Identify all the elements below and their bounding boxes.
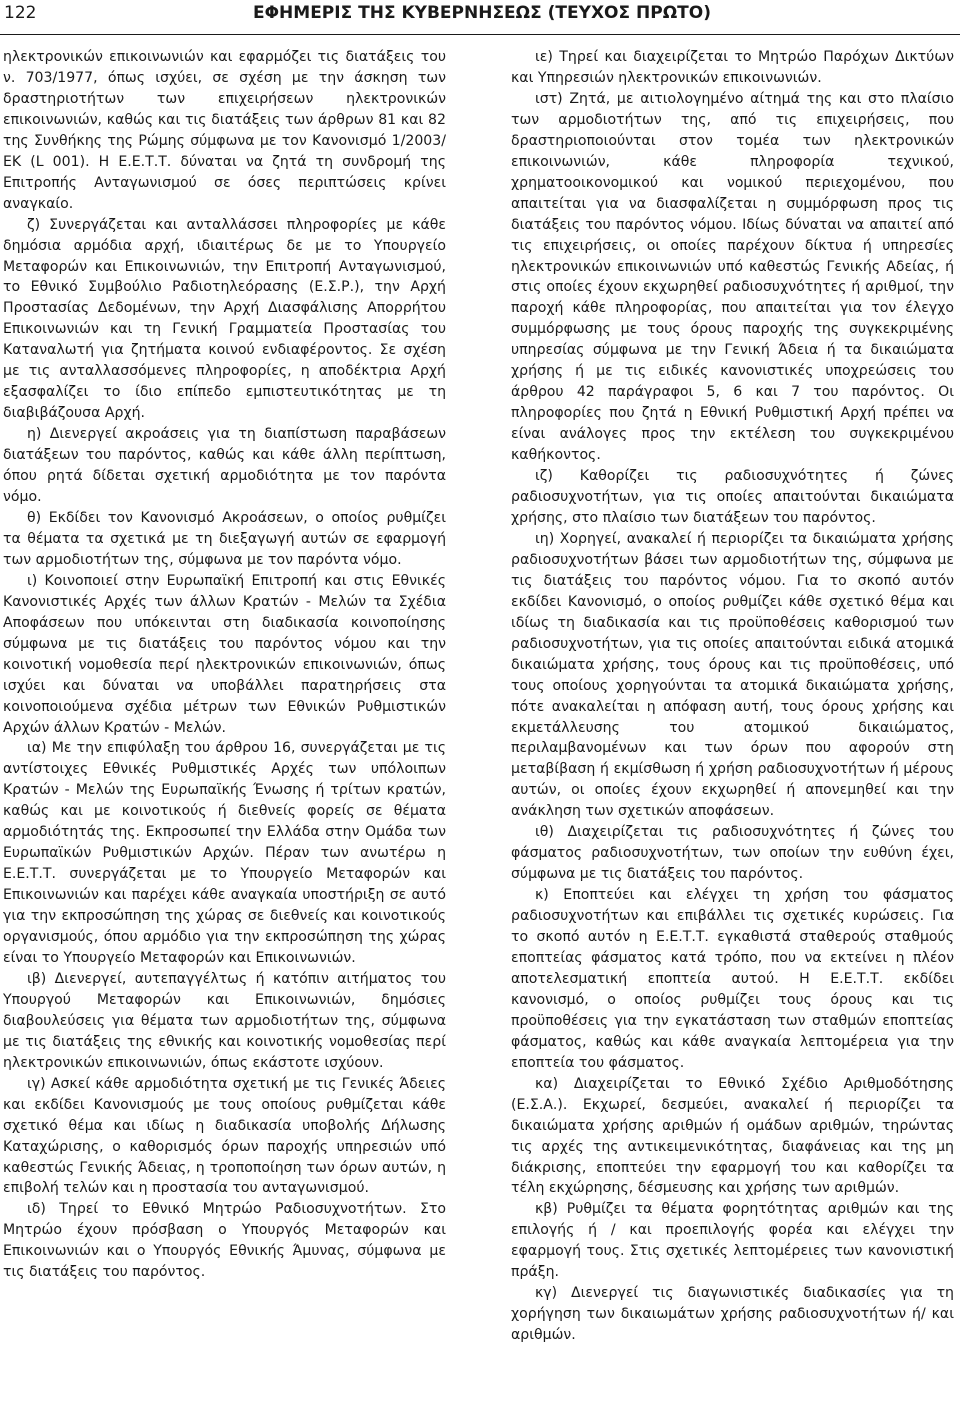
paragraph: ιε) Τηρεί και διαχειρίζεται το Μητρώο Παρόχων Δικτύων και Υπηρεσιών ηλεκτρονικών επικοινωνιών. — [511, 49, 954, 86]
paragraph: ια) Με την επιφύλαξη του άρθρου 16, συνεργάζεται με τις αντίστοιχες Εθνικές Ρυθμιστικές Αρχές των υπόλοιπων Κρατών - Μελών της Ευρωπαϊκής Ένωσης ή τρίτων κρατών, καθώς και με κοινοτικούς ή διεθνείς φορείς σε θέματα αρμοδιότητάς της. Εκπροσωπεί την Ελλάδα στην Ομάδα των Ευρωπαϊκών Ρυθμιστικών Αρχών. Πέραν των ανωτέρω η Ε.Ε.Τ.Τ. συνεργάζεται με το Υπουργείο Μεταφορών και Επικοινωνιών και παρέχει κάθε αναγκαία υποστήριξη σε αυτό για την εκπροσώπηση της χώρας σε διεθνείς και κοινοτικούς οργανισμούς, όπου αρμόδιο για την εκπροσώπηση της χώρας είναι το Υπουργείο Μεταφορών και Επικοινωνιών. — [3, 740, 446, 966]
paragraph: ιη) Χορηγεί, ανακαλεί ή περιορίζει τα δικαιώματα χρήσης ραδιοσυχνοτήτων βάσει των αρμοδιοτήτων της, σύμφωνα με τις διατάξεις του παρόντος νόμου. Για το σκοπό αυτόν εκδίδει Κανονισμό, ο οποίος ρυθμίζει κάθε σχετικό θέμα και ιδίως τη διαδικασία και τις προϋποθέσεις καθορισμού των ραδιοσυχνοτήτων, για τις οποίες απαιτούνται ειδικά ατομικά δικαιώματα χρήσης, τους όρους και τις προϋποθέσεις, υπό τους οποίους χορηγούνται τα ατομικά δικαιώματα χρήσης, πότε ανακαλείται η απόφαση αυτή, τους όρους χρήσης και εκμετάλλευσης του ατομικού δικαιώματος, περιλαμβανομένων και των όρων που αφορούν στη μεταβίβαση ή εκμίσθωση ή χρήση ραδιοσυχνοτήτων ή μέρους αυτών, οι οποίες έχουν εκχωρηθεί ή απονεμηθεί και την ανάκληση των σχετικών αποφάσεων. — [511, 530, 954, 820]
paragraph: ι) Κοινοποιεί στην Ευρωπαϊκή Επιτροπή και στις Εθνικές Κανονιστικές Αρχές των άλλων Κρατών - Μελών τα Σχέδια Αποφάσεων που υπόκεινται στη διαδικασία κοινοποίησης σύμφωνα με τις διατάξεις του παρόντος νόμου και την κοινοτική νομοθεσία περί ηλεκτρονικών επικοινωνιών, όπως ισχύει και δύναται να υποβάλλει παρατηρήσεις στα κοινοποιούμενα σχέδια μέτρων των Εθνικών Ρυθμιστικών Αρχών άλλων Κρατών - Μελών. — [3, 572, 446, 736]
paragraph: θ) Εκδίδει τον Κανονισμό Ακροάσεων, ο οποίος ρυθμίζει τα θέματα τα σχετικά με τη διεξαγωγή αυτών σε εφαρμογή των αρμοδιοτήτων της, σύμφωνα με τον παρόντα νόμο. — [3, 509, 446, 568]
paragraph: ιγ) Ασκεί κάθε αρμοδιότητα σχετική με τις Γενικές Άδειες και εκδίδει Κανονισμούς με τους οποίους ρυθμίζεται κάθε σχετικό θέμα και ιδίως η διαδικασία υποβολής Δήλωσης Καταχώρισης, ο καθορισμός όρων παροχής υπηρεσιών υπό καθεστώς Γενικής Άδειας, η τροποποίηση των όρων αυτών, η επιβολή τελών και η προστασία του ανταγωνισμού. — [3, 1075, 446, 1197]
paragraph: κα) Διαχειρίζεται το Εθνικό Σχέδιο Αριθμοδότησης (Ε.Σ.Α.). Εκχωρεί, δεσμεύει, ανακαλεί ή περιορίζει τα δικαιώματα χρήσης αριθμών ή ομάδων αριθμών, τηρώντας τις αρχές της αντικειμενικότητας, διαφάνειας και της μη διάκρισης, εποπτεύει την εφαρμογή του και καθορίζει τα τέλη εκχώρησης, δέσμευσης και χρήσης των αριθμών. — [511, 1075, 954, 1197]
paragraph: κβ) Ρυθμίζει τα θέματα φορητότητας αριθμών και της επιλογής ή / και προεπιλογής φορέα και ελέγχει την εφαρμογή τους. Στις σχετικές λεπτομέρειες των κανονιστική πράξη. — [511, 1201, 954, 1281]
paragraph: η) Διενεργεί ακροάσεις για τη διαπίστωση παραβάσεων διατάξεων του παρόντος, καθώς και κάθε άλλη περίπτωση, όπου ρητά δίδεται σχετική αρμοδιότητα με τον παρόντα νόμο. — [3, 426, 446, 506]
left-column — [3, 47, 446, 1283]
right-column — [511, 47, 954, 1346]
paragraph: ιστ) Ζητά, με αιτιολογημένο αίτημά της και στο πλαίσιο των αρμοδιοτήτων της, από τις επιχειρήσεις, που δραστηριοποιούνται στον τομέα των ηλεκτρονικών επικοινωνιών, κάθε πληροφορία τεχνικού, χρηματοοικονομικού και νομικού περιεχομένου, που απαιτείται για να διασφαλίζεται η συμμόρφωση προς τις διατάξεις του παρόντος νόμου. Ιδίως δύναται να απαιτεί από τις επιχειρήσεις, οι οποίες παρέχουν δίκτυα ή υπηρεσίες ηλεκτρονικών επικοινωνιών υπό καθεστώς Γενικής Αδείας, ή στις οποίες έχουν εκχωρηθεί ραδιοσυχνότητες ή αριθμοί, την παροχή κάθε πληροφορίας, που απαιτείται για τον έλεγχο συμμόρφωσης με τους όρους παροχής της συγκεκριμένης υπηρεσίας σύμφωνα με την Γενική Άδεια ή τα δικαιώματα χρήσης ή με τις ειδικές κανονιστικές υποχρεώσεις του άρθρου 42 παράγραφοι 5, 6 και 7 του παρόντος. Οι πληροφορίες που ζητά η Εθνική Ρυθμιστική Αρχή πρέπει να είναι ανάλογες προς την εκτέλεση του συγκεκριμένου καθήκοντος. — [511, 90, 954, 464]
paragraph: ιζ) Καθορίζει τις ραδιοσυχνότητες ή ζώνες ραδιοσυχνοτήτων, για τις οποίες απαιτούνται δικαιώματα χρήσης, στο πλαίσιο των διατάξεων του παρόντος. — [511, 468, 954, 526]
page-header — [0, 0, 960, 35]
paragraph: ιθ) Διαχειρίζεται τις ραδιοσυχνότητες ή ζώνες του φάσματος ραδιοσυχνοτήτων, των οποίων την ευθύνη έχει, σύμφωνα με τις διατάξεις του παρόντος. — [511, 824, 954, 883]
paragraph: κ) Εποπτεύει και ελέγχει τη χρήση του φάσματος ραδιοσυχνοτήτων και επιβάλλει τις σχετικές κυρώσεις. Για το σκοπό αυτόν η Ε.Ε.Τ.Τ. εγκαθιστά σταθερούς σταθμούς εποπτείας φάσματος κατά τρόπο, που να εκτείνει η πλέον αποτελεσματική εποπτεία αυτού. Η Ε.Ε.Τ.Τ. εκδίδει κανονισμό, ο οποίος ρυθμίζει τους όρους και τις προϋποθέσεις για την εγκατάσταση των σταθμών εποπτείας φάσματος, καθώς και κάθε αναγκαία λεπτομέρεια για την εποπτεία του φάσματος. — [511, 887, 954, 1071]
paragraph: ηλεκτρονικών επικοινωνιών και εφαρμόζει τις διατάξεις του ν. 703/1977, όπως ισχύει, σε σχέση με την άσκηση των δραστηριοτήτων των επιχειρήσεων ηλεκτρονικών επικοινωνιών, καθώς και τις διατάξεις των άρθρων 81 και 82 της Συνθήκης της Ρώμης σύμφωνα με τον Κανονισμό 1/2003/ΕΚ (L 001). Η Ε.Ε.Τ.Τ. δύναται να ζητά τη συνδρομή της Επιτροπής Ανταγωνισμού σε όσες περιπτώσεις κρίνει αναγκαίο. — [3, 49, 446, 212]
publication-title: ΕΦΗΜΕΡΙΣ ΤΗΣ ΚΥΒΕΡΝΗΣΕΩΣ (ΤΕΥΧΟΣ ΠΡΩΤΟ) — [252, 3, 711, 23]
paragraph: κγ) Διενεργεί τις διαγωνιστικές διαδικασίες για τη χορήγηση των δικαιωμάτων χρήσης ραδιοσυχνοτήτων ή/ και αριθμών. — [511, 1285, 954, 1344]
paragraph: ιδ) Τηρεί το Εθνικό Μητρώο Ραδιοσυχνοτήτων. Στο Μητρώο έχουν πρόσβαση ο Υπουργός Μεταφορών και Επικοινωνιών και ο Υπουργός Εθνικής Άμυνας, σύμφωνα με τις διατάξεις του παρόντος. — [3, 1201, 446, 1281]
paragraph: ζ) Συνεργάζεται και ανταλλάσσει πληροφορίες με κάθε δημόσια αρμόδια αρχή, ιδιαιτέρως δε με το Υπουργείο Μεταφορών και Επικοινωνιών, την Επιτροπή Ανταγωνισμού, το Εθνικό Συμβούλιο Ραδιοτηλεόρασης (Ε.Σ.Ρ.), την Αρχή Προστασίας Δεδομένων, την Αρχή Διασφάλισης Απορρήτου Επικοινωνιών και τη Γενική Γραμματεία Προστασίας του Καταναλωτή για ζητήματα κοινού ενδιαφέροντος. Σε σχέση με τις ανταλλασσόμενες πληροφορίες, η αποδέκτρια Αρχή εξασφαλίζει το ίδιο επίπεδο εμπιστευτικότητας με τη διαβιβάζουσα Αρχή. — [3, 216, 446, 422]
paragraph: ιβ) Διενεργεί, αυτεπαγγέλτως ή κατόπιν αιτήματος του Υπουργού Μεταφορών και Επικοινωνιών, δημόσιες διαβουλεύσεις για θέματα των αρμοδιοτήτων της, σύμφωνα με τις διατάξεις της εθνικής και κοινοτικής νομοθεσίας περί ηλεκτρονικών επικοινωνιών, όπως εκάστοτε ισχύουν. — [3, 970, 446, 1071]
page-number: 122 — [4, 3, 37, 23]
